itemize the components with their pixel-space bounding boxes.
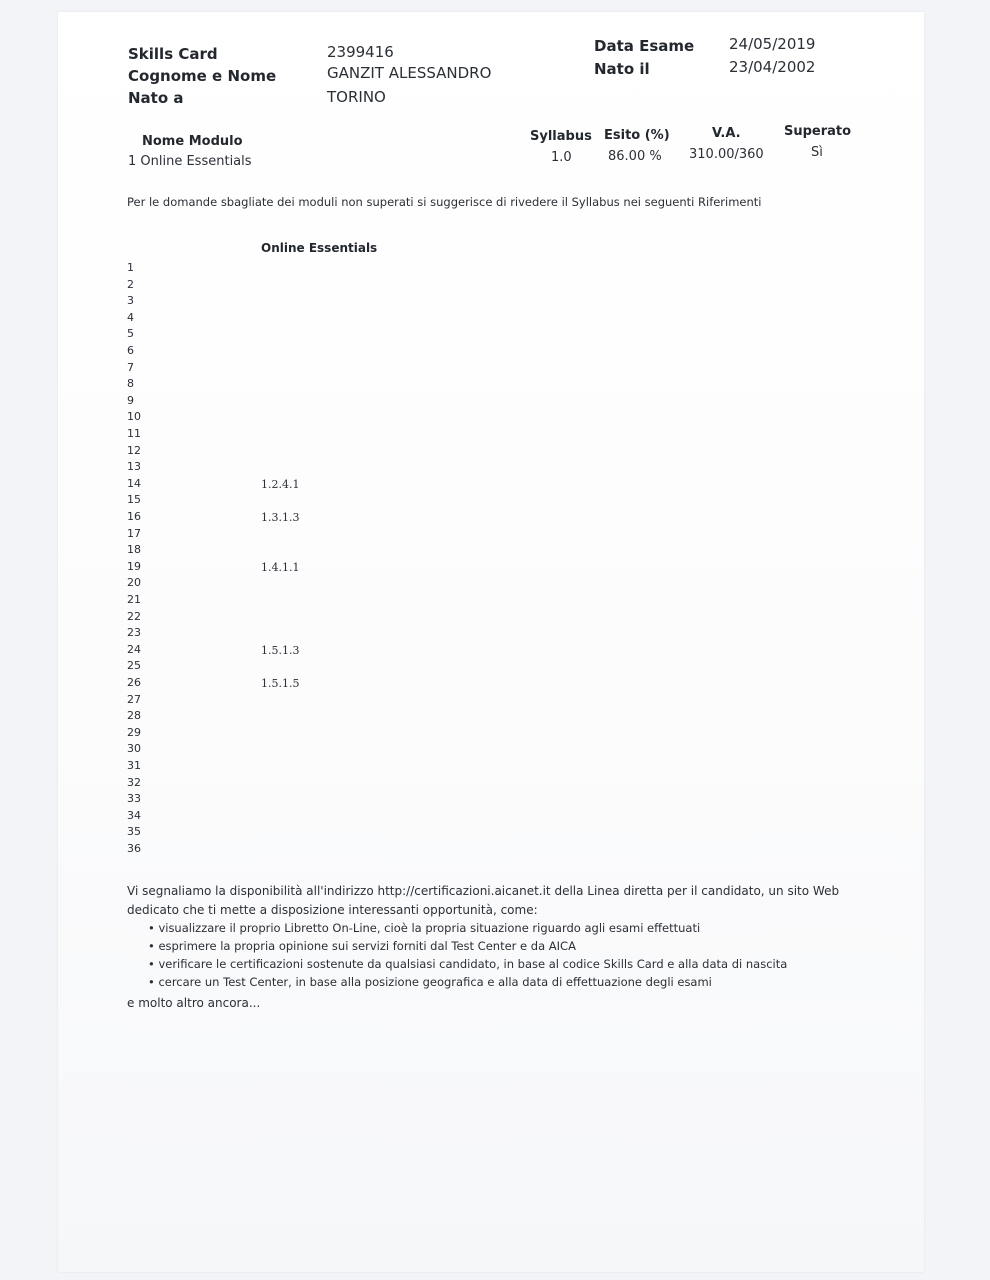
syllabus-note: Per le domande sbagliate dei moduli non superati si suggerisce di rivedere il Syllabus nei seguenti Riferimenti — [127, 195, 762, 209]
question-number: 21 — [127, 593, 141, 606]
question-number: 31 — [127, 759, 141, 772]
footer-bullet: • esprimere la propria opinione sui servizi forniti dal Test Center e da AICA — [148, 939, 576, 953]
questions-heading: Online Essentials — [261, 241, 378, 255]
question-number: 18 — [127, 543, 141, 557]
module-header: Nome Modulo — [142, 134, 243, 149]
question-number: 4 — [127, 310, 134, 324]
question-number: 32 — [127, 775, 141, 789]
question-number: 34 — [127, 808, 141, 822]
syllabus-cell: 1.0 — [551, 150, 572, 165]
question-number: 13 — [127, 460, 141, 474]
va-cell: 310.00/360 — [689, 147, 764, 162]
question-number: 5 — [127, 327, 134, 341]
question-number: 6 — [127, 344, 134, 357]
question-number: 30 — [127, 742, 141, 756]
syllabus-reference: 1.5.1.3 — [261, 643, 300, 657]
va-header: V.A. — [712, 126, 741, 141]
skills-card-label: Skills Card — [128, 45, 218, 63]
question-number: 36 — [127, 842, 141, 855]
question-number: 29 — [127, 725, 141, 739]
question-number: 35 — [127, 825, 141, 839]
birthplace-label: Nato a — [128, 89, 184, 107]
footer-line-1: Vi segnaliamo la disponibilità all'indirizzo http://certificazioni.aicanet.it della Linea diretta per il candidato, un sito Web — [127, 884, 840, 898]
syllabus-header: Syllabus — [530, 129, 592, 144]
question-number: 28 — [127, 709, 141, 723]
question-number: 8 — [127, 377, 134, 391]
footer-bullet: • cercare un Test Center, in base alla posizione geografica e alla data di effettuazione degli esami — [148, 975, 712, 989]
question-number: 22 — [127, 609, 141, 623]
birthdate-value: 23/04/2002 — [729, 58, 816, 76]
question-number: 14 — [127, 476, 141, 490]
superato-cell: Sì — [811, 145, 823, 160]
skills-card-value: 2399416 — [327, 43, 394, 61]
question-number: 2 — [127, 277, 134, 291]
question-number: 3 — [127, 294, 134, 308]
footer-bullet: • visualizzare il proprio Libretto On-Line, cioè la propria situazione riguardo agli esami effettuati — [148, 921, 701, 935]
question-number: 23 — [127, 626, 141, 640]
name-value: GANZIT ALESSANDRO — [327, 64, 492, 82]
question-number: 12 — [127, 443, 141, 457]
question-number: 24 — [127, 642, 141, 656]
module-name-cell: 1 Online Essentials — [128, 154, 252, 169]
question-number: 26 — [127, 676, 141, 689]
syllabus-reference: 1.2.4.1 — [261, 477, 300, 491]
birthdate-label: Nato il — [594, 60, 650, 78]
question-number: 27 — [127, 692, 141, 706]
syllabus-reference: 1.4.1.1 — [261, 560, 300, 574]
syllabus-reference: 1.3.1.3 — [261, 511, 300, 524]
footer-bullet: • verificare le certificazioni sostenute da qualsiasi candidato, in base al codice Skills Card e alla data di nascita — [148, 957, 788, 971]
syllabus-reference: 1.5.1.5 — [261, 677, 300, 690]
exam-date-label: Data Esame — [594, 37, 695, 55]
question-number: 17 — [127, 526, 141, 540]
footer-line-2: dedicato che ti mette a disposizione interessanti opportunità, come: — [127, 903, 538, 917]
question-number: 20 — [127, 576, 141, 590]
question-number: 19 — [127, 559, 141, 573]
esito-cell: 86.00 % — [608, 149, 662, 164]
name-label: Cognome e Nome — [128, 67, 277, 85]
question-number: 11 — [127, 427, 141, 440]
question-number: 7 — [127, 360, 134, 374]
question-number: 1 — [127, 261, 134, 274]
esito-header: Esito (%) — [604, 128, 670, 143]
footer-closing: e molto altro ancora... — [127, 996, 261, 1010]
question-number: 9 — [127, 393, 134, 407]
birthplace-value: TORINO — [327, 88, 386, 106]
superato-header: Superato — [784, 124, 852, 139]
exam-date-value: 24/05/2019 — [729, 35, 816, 53]
question-number: 33 — [127, 792, 141, 806]
question-number: 25 — [127, 659, 141, 673]
question-number: 10 — [127, 410, 141, 424]
question-number: 15 — [127, 493, 141, 507]
question-number: 16 — [127, 510, 141, 523]
